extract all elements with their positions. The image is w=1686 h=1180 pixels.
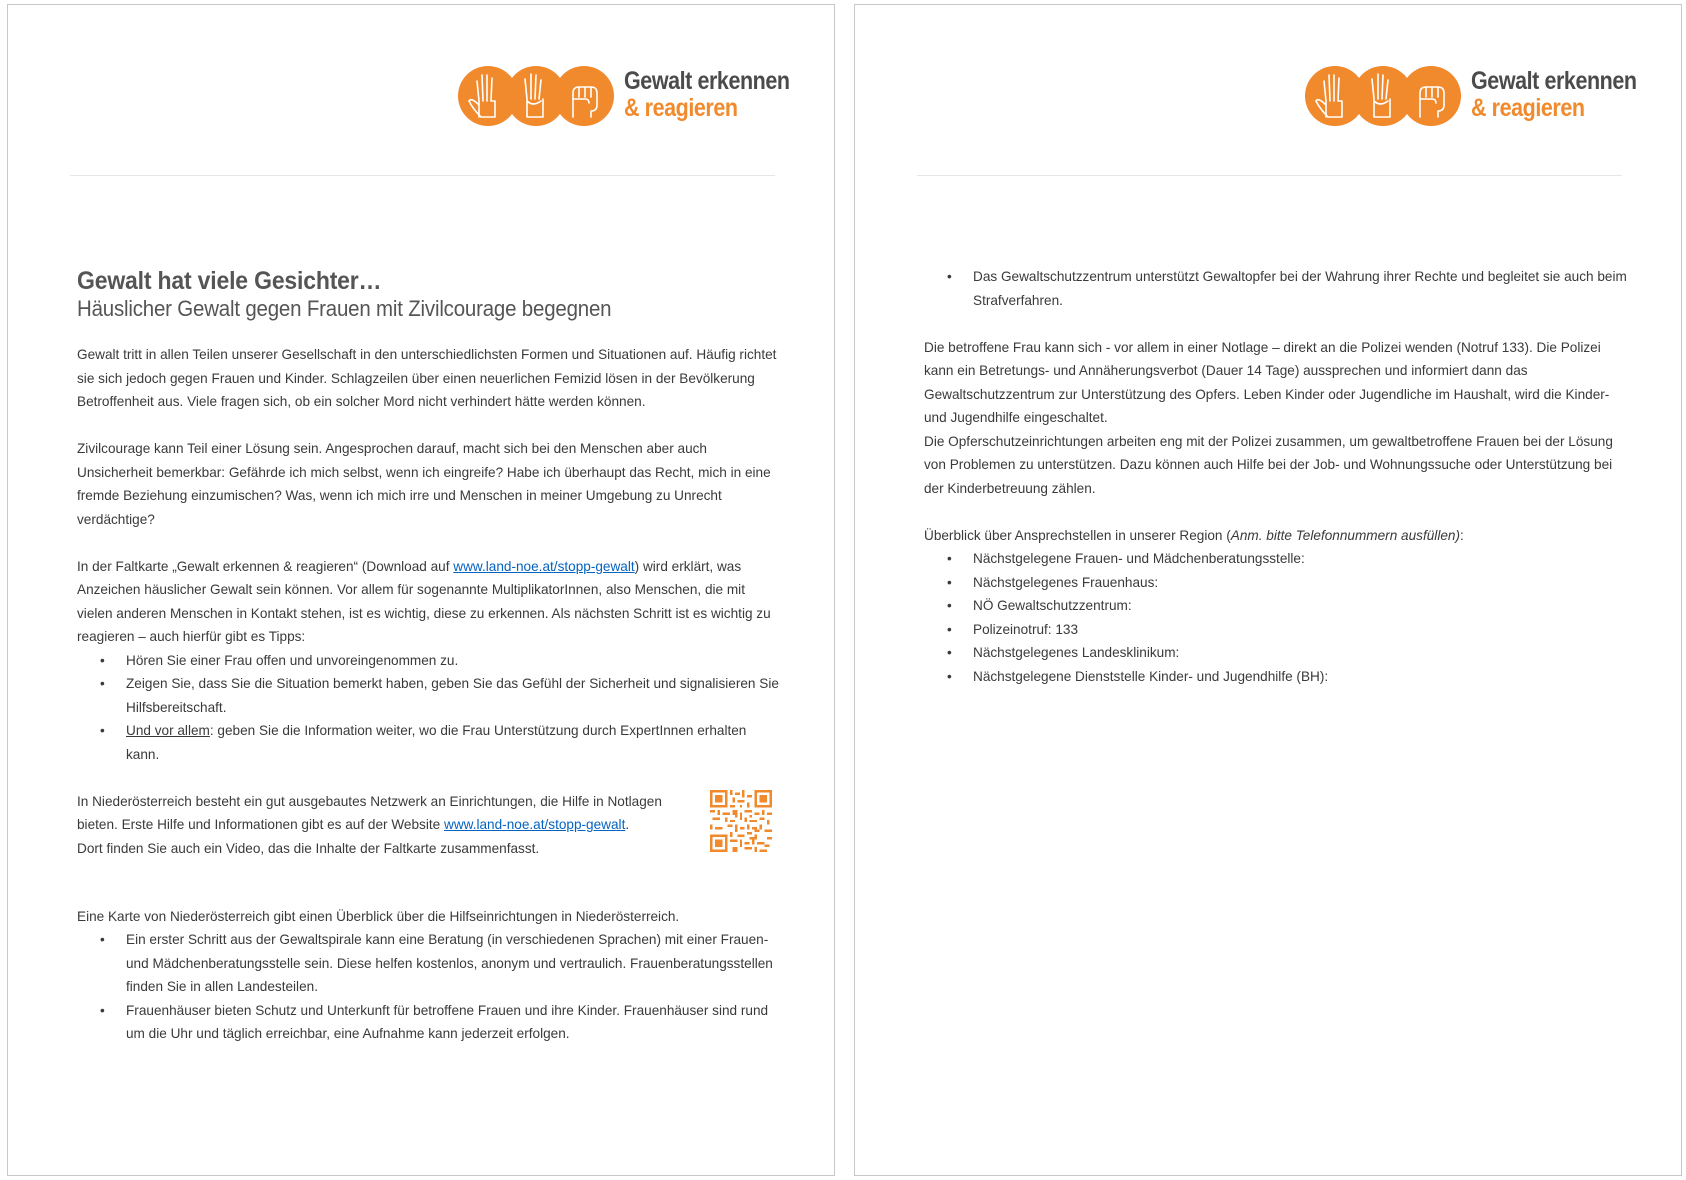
paragraph-opferschutz: Die Opferschutzeinrichtungen arbeiten eng mit der Polizei zusammen, um gewaltbetroffene Frauen bei der Lösung von Problemen zu unterstützen. Dazu können auch Hilfe bei der Job- und Wohnungssuche oder Unterstützung bei der Kinderbetreuung zählen. — [924, 433, 1613, 496]
bullet-list — [924, 265, 1629, 312]
logo — [457, 61, 790, 131]
list-item: • Ein erster Schritt aus der Gewaltspirale kann eine Beratung (in verschiedenen Sprachen) mit einer Frauen- und Mädchenberatungsstelle sein. Diese helfen kostenlos, anonym und vertraulich. Frauenberatungsstellen finden Sie in allen Landesteilen. — [126, 928, 782, 999]
qr-code-icon[interactable] — [710, 790, 772, 852]
paragraph-netzwerk — [77, 790, 677, 861]
list-item — [126, 719, 782, 766]
paragraph-karte: Eine Karte von Niederösterreich gibt einen Überblick über die Hilfseinrichtungen in Niederösterreich. — [77, 908, 680, 924]
paragraph-overview — [924, 524, 1629, 548]
text: In Niederösterreich besteht ein gut ausgebautes Netzwerk an Einrichtungen, die Hilfe in Notlagen bieten. Erste Hilfe und Informationen gibt es auf der Website — [77, 793, 662, 832]
text: : — [1459, 527, 1464, 543]
list-item: • Das Gewaltschutzzentrum unterstützt Gewaltopfer bei der Wahrung ihrer Rechte und begleitet sie auch beim Strafverfahren. — [973, 265, 1629, 312]
contacts-list — [924, 547, 1629, 688]
list-item: • Zeigen Sie, dass Sie die Situation bemerkt haben, geben Sie das Gefühl der Sicherheit und signalisieren Sie Hilfsbereitschaft. — [126, 672, 782, 719]
text: ) wird erklärt, was Anzeichen häuslicher Gewalt sein können. Vor allem für sogenannte MultiplikatorInnen, also Menschen, die mit vielen anderen Menschen in Kontakt stehen, ist es wichtig, diese zu erkennen. Als nächsten Schritt ist es wichtig zu reagieren – auch hierfür gibt es Tipps: — [77, 558, 771, 644]
logo-line-1: Gewalt erkennen — [1471, 67, 1637, 95]
logo-line-2: & reagieren — [624, 94, 738, 122]
list-item: • Nächstgelegene Dienststelle Kinder- und Jugendhilfe (BH): — [973, 665, 1629, 689]
stopp-gewalt-link[interactable]: www.land-noe.at/stopp-gewalt — [453, 558, 635, 574]
list-item: • Hören Sie einer Frau offen und unvoreingenommen zu. — [126, 649, 782, 673]
page-2-body — [924, 265, 1629, 688]
list-item: • Polizeinotruf: 133 — [973, 618, 1629, 642]
page-1-body — [77, 266, 782, 1046]
text: . — [625, 817, 630, 832]
document-page-1 — [7, 4, 835, 1176]
list-item: • Nächstgelegenes Landesklinikum: — [973, 641, 1629, 665]
header-rule — [917, 175, 1622, 176]
logo-line-1: Gewalt erkennen — [624, 67, 790, 95]
paragraph-polizei: Die betroffene Frau kann sich - vor allem in einer Notlage – direkt an die Polizei wenden (Notruf 133). Die Polizei kann ein Betretungs- und Annäherungsverbot (Dauer 14 Tage) aussprechen und informiert dann das Gewaltschutzzentrum zur Unterstützung des Opfers. Leben Kinder oder Jugendliche im Haushalt, wird die Kinder- und Jugendhilfe eingeschaltet. — [924, 339, 1610, 425]
text: Dort finden Sie auch ein Video, das die Inhalte der Faltkarte zusammenfasst. — [77, 840, 540, 856]
list-item: • Nächstgelegenes Frauenhaus: — [973, 571, 1629, 595]
text: In der Faltkarte „Gewalt erkennen & reagieren“ (Download auf — [77, 558, 454, 574]
page-title: Gewalt hat viele Gesichter… — [77, 267, 382, 295]
text: Überblick über Ansprechstellen in unserer Region ( — [924, 527, 1231, 543]
list-item: • Nächstgelegene Frauen- und Mädchenberatungsstelle: — [973, 547, 1629, 571]
emphasis-text: Und vor allem — [126, 723, 210, 738]
list-item: • NÖ Gewaltschutzzentrum: — [973, 594, 1629, 618]
tips-list — [77, 649, 782, 767]
paragraph-intro: Gewalt tritt in allen Teilen unserer Gesellschaft in den unterschiedlichsten Formen und Situationen auf. Häufig richtet sie sich jedoch gegen Frauen und Kinder. Schlagzeilen über einen neuerlichen Femizid lösen in der Bevölkerung Betroffenheit aus. Viele fragen sich, ob ein solcher Mord nicht verhindert hätte werden können. — [77, 347, 777, 409]
paragraph-zivilcourage: Zivilcourage kann Teil einer Lösung sein. Angesprochen darauf, macht sich bei den Menschen aber auch Unsicherheit bemerkbar: Gefährde ich mich selbst, wenn ich eingreife? Habe ich überhaupt das Recht, mich in eine fremde Beziehung einzumischen? Was, wenn ich mich irre und Menschen in meiner Umgebung zu Unrecht verdächtige? — [77, 441, 771, 527]
help-list — [77, 928, 782, 1046]
note-text: Anm. bitte Telefonnummern ausfüllen) — [1230, 527, 1460, 543]
logo — [1304, 61, 1637, 131]
text: : geben Sie die Information weiter, wo die Frau Unterstützung durch ExpertInnen erhalten kann. — [126, 723, 747, 762]
paragraph-faltkarte — [77, 555, 782, 649]
document-page-2 — [854, 4, 1682, 1176]
hands-logo-icon — [1304, 65, 1462, 127]
hands-logo-icon — [457, 65, 615, 127]
header-rule — [70, 175, 775, 176]
page-subtitle: Häuslicher Gewalt gegen Frauen mit Zivilcourage begegnen — [77, 296, 612, 321]
list-item: • Frauenhäuser bieten Schutz und Unterkunft für betroffene Frauen und ihre Kinder. Frauenhäuser sind rund um die Uhr und täglich erreichbar, eine Aufnahme kann jederzeit erfolgen. — [126, 999, 782, 1046]
logo-line-2: & reagieren — [1471, 94, 1585, 122]
stopp-gewalt-link[interactable]: www.land-noe.at/stopp-gewalt — [444, 817, 626, 832]
